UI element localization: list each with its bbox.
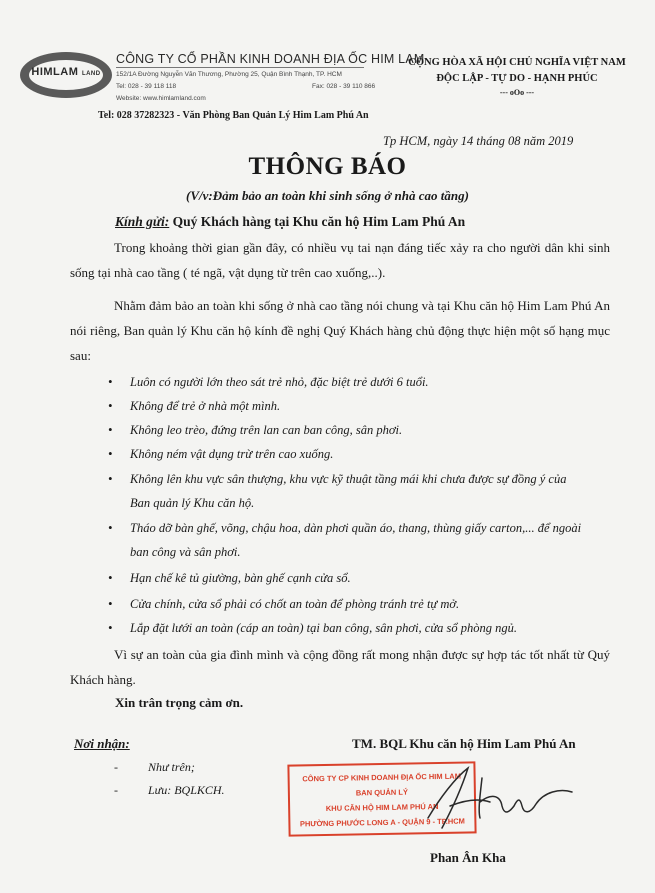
thanks-line: Xin trân trọng cảm ơn.: [115, 695, 244, 710]
company-fax: Fax: 028 - 39 110 866: [312, 83, 376, 90]
list-item: • Lắp đặt lưới an toàn (cáp an toàn) tại ban công, sân phơi, cửa sổ phòng ngủ.: [108, 621, 518, 635]
recipient-dash: -: [114, 760, 118, 774]
list-item: • Tháo dỡ bàn ghế, võng, chậu hoa, dàn phơi quần áo, thang, thùng giấy carton,... để ngoài ban công và sân phơi.: [108, 521, 582, 559]
list-item: • Luôn có người lớn theo sát trẻ nhỏ, đặc biệt trẻ dưới 6 tuổi.: [108, 375, 429, 389]
greeting: [115, 214, 465, 230]
document-date: Tp HCM, ngày 14 tháng 08 năm 2019: [383, 134, 574, 148]
greeting-label: Kính gửi:: [115, 214, 170, 229]
company-name: CÔNG TY CỔ PHẦN KINH DOANH ĐỊA ỐC HIM LAM: [116, 52, 425, 66]
logo-text: HIMLAM: [31, 66, 79, 78]
list-item: • Cửa chính, cửa sổ phải có chốt an toàn để phòng tránh trẻ tự mở.: [108, 597, 460, 611]
stamp-line: BAN QUẢN LÝ: [355, 787, 409, 798]
document-title: THÔNG BÁO: [248, 153, 407, 180]
recipient-item: Lưu: BQLKCH.: [148, 783, 225, 797]
stamp-line: CÔNG TY CP KINH DOANH ĐỊA ỐC HIM LAM: [302, 771, 462, 784]
recipient-dash: -: [114, 783, 118, 797]
paragraph-1: Trong khoảng thời gian gần đây, có nhiều vụ tai nạn đáng tiếc xảy ra cho người dân khi sinh sống tại nhà cao tầng ( té ngã, vật dụng từ trên cao xuống,..).: [70, 240, 610, 280]
stamp-line: KHU CĂN HỘ HIM LAM PHÚ AN: [325, 802, 439, 813]
list-item: • Không ném vật dụng trừ trên cao xuống.: [108, 447, 334, 461]
signer-name: Phan Ân Kha: [430, 850, 506, 865]
paragraph-2: Nhằm đảm bảo an toàn khi sống ở nhà cao tầng nói chung và tại Khu căn hộ Him Lam Phú An nói riêng, Ban quản lý Khu căn hộ kính đề nghị Quý Khách hàng chủ động thực hiện một số hạng mục sau:: [70, 298, 610, 363]
nation-line-2: ĐỘC LẬP - TỰ DO - HẠNH PHÚC: [436, 73, 598, 84]
recipient-item: Như trên;: [148, 760, 195, 774]
document-subject: (V/v:Đảm bảo an toàn khi sinh sống ở nhà cao tầng): [186, 188, 469, 203]
list-item: • Không lên khu vực sân thượng, khu vực kỹ thuật tầng mái khi chưa được sự đồng ý của Ban quản lý Khu căn hộ.: [108, 472, 567, 510]
greeting-text: Quý Khách hàng tại Khu căn hộ Him Lam Phú An: [169, 214, 466, 229]
list-item: • Không leo trèo, đứng trên lan can ban công, sân phơi.: [108, 423, 403, 437]
recipients-label: Nơi nhận:: [74, 736, 130, 751]
company-logo: [20, 52, 112, 98]
list-item: • Hạn chế kê tủ giường, bàn ghế cạnh cửa sổ.: [108, 571, 351, 585]
office-contact: Tel: 028 37282323 - Văn Phòng Ban Quản Lý Him Lam Phú An: [98, 110, 369, 121]
stamp-line: PHƯỜNG PHƯỚC LONG A - QUẬN 9 - TP.HCM: [299, 816, 465, 829]
signature-title: TM. BQL Khu căn hộ Him Lam Phú An: [352, 736, 576, 751]
nation-ornament: --- oOo ---: [499, 88, 535, 97]
paragraph-3: Vì sự an toàn của gia đình mình và cộng đồng rất mong nhận được sự hợp tác tốt nhất từ Quý Khách hàng.: [70, 647, 610, 687]
nation-line-1: CỘNG HÒA XÃ HỘI CHỦ NGHĨA VIỆT NAM: [408, 57, 626, 68]
list-item: • Không để trẻ ở nhà một mình.: [108, 399, 281, 413]
company-divider: [116, 67, 364, 68]
logo-sub: LAND: [81, 71, 101, 77]
handwritten-signature: [420, 758, 580, 838]
company-address: 152/1A Đường Nguyễn Văn Thương, Phường 25, Quận Bình Thạnh, TP. HCM: [116, 71, 342, 78]
company-phone: Tel: 028 - 39 118 118: [116, 83, 177, 90]
company-website: Website: www.himlamland.com: [116, 95, 206, 102]
